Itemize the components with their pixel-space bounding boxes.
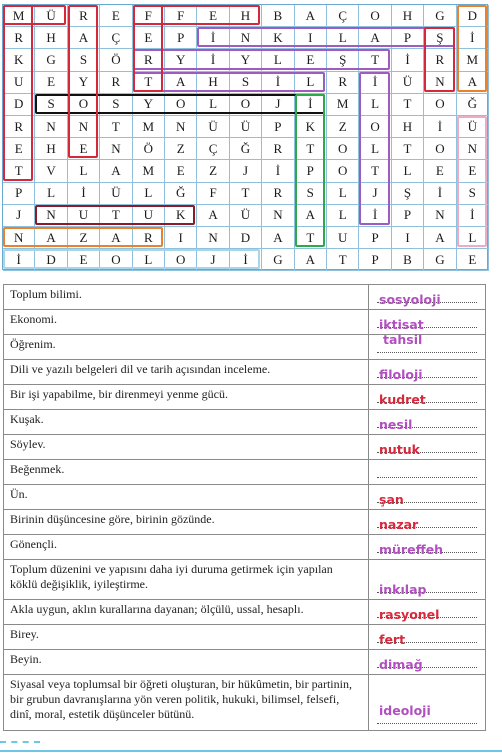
grid-cell: İ: [457, 205, 489, 227]
clue-row: [4, 385, 486, 410]
grid-cell: Y: [230, 49, 262, 71]
answer-cell[interactable]: [369, 485, 486, 510]
grid-cell: A: [457, 72, 489, 94]
clue-row: [4, 360, 486, 385]
grid-cell: R: [133, 227, 165, 249]
grid-cell: A: [165, 72, 197, 94]
clue-row: [4, 650, 486, 675]
grid-cell: N: [35, 205, 67, 227]
clue-text: Ekonomi.: [4, 310, 369, 335]
grid-cell: D: [230, 227, 262, 249]
grid-cell: J: [3, 205, 35, 227]
grid-cell: H: [392, 5, 424, 27]
grid-cell: Z: [165, 138, 197, 160]
grid-cell: Z: [68, 227, 100, 249]
grid-cell: N: [3, 227, 35, 249]
grid-cell: B: [392, 249, 424, 271]
clue-text: Akla uygun, aklın kurallarına dayanan; ölçülü, ussal, hesaplı.: [4, 600, 369, 625]
clue-row: [4, 485, 486, 510]
grid-cell: U: [133, 205, 165, 227]
clue-text: Siyasal veya toplumsal bir öğreti oluşturan, bir hükûmetin, bir partinin, bir grubun davranışlarına yön veren politik, hukuki, bilimsel, felsefi, dinî, moral, estetik düşünceler bütünü.: [4, 675, 369, 731]
grid-cell: L: [457, 227, 489, 249]
grid-cell: Ü: [230, 116, 262, 138]
grid-cell: T: [133, 72, 165, 94]
grid-cell: B: [262, 5, 294, 27]
clue-row: [4, 625, 486, 650]
answer-cell[interactable]: [369, 650, 486, 675]
clue-text: Toplum bilimi.: [4, 285, 369, 310]
grid-cell: L: [392, 160, 424, 182]
grid-cell: A: [262, 227, 294, 249]
grid-cell: İ: [262, 160, 294, 182]
grid-cell: I: [295, 27, 327, 49]
grid-cell: O: [424, 94, 456, 116]
handwritten-answer: tahsil: [383, 332, 423, 347]
handwritten-answer: ideoloji: [379, 703, 431, 718]
grid-cell: L: [68, 160, 100, 182]
handwritten-answer: nazar: [379, 517, 419, 532]
grid-cell: U: [3, 72, 35, 94]
grid-cell: R: [133, 49, 165, 71]
grid-cell: R: [3, 27, 35, 49]
handwritten-answer: rasyonel: [379, 607, 440, 622]
grid-cell: A: [35, 227, 67, 249]
grid-cell: A: [100, 227, 132, 249]
grid-cell: L: [35, 183, 67, 205]
grid-cell: R: [3, 116, 35, 138]
grid-cell: Ğ: [230, 138, 262, 160]
clue-text: Dili ve yazılı belgeleri dil ve tarih açısından inceleme.: [4, 360, 369, 385]
grid-cell: T: [3, 160, 35, 182]
handwritten-answer: müreffeh: [379, 542, 444, 557]
grid-cell: U: [327, 227, 359, 249]
grid-cell: M: [133, 160, 165, 182]
grid-cell: J: [262, 94, 294, 116]
grid-cell: L: [327, 183, 359, 205]
grid-cell: A: [295, 249, 327, 271]
handwritten-answer: nesil: [379, 417, 413, 432]
clue-text: Söylev.: [4, 435, 369, 460]
grid-cell: G: [35, 49, 67, 71]
grid-cell: P: [392, 205, 424, 227]
answer-cell[interactable]: [369, 460, 486, 485]
clue-row: [4, 535, 486, 560]
grid-cell: İ: [424, 116, 456, 138]
grid-cell: N: [457, 138, 489, 160]
clue-row: [4, 435, 486, 460]
grid-cell: O: [424, 138, 456, 160]
grid-cell: K: [262, 27, 294, 49]
grid-cell: E: [165, 160, 197, 182]
grid-cell: L: [133, 249, 165, 271]
clue-text: Birey.: [4, 625, 369, 650]
clue-row: [4, 335, 486, 360]
grid-cell: İ: [197, 49, 229, 71]
grid-cell: T: [392, 94, 424, 116]
grid-cell: İ: [392, 49, 424, 71]
answer-cell[interactable]: [369, 385, 486, 410]
handwritten-answer: iktisat: [379, 317, 424, 332]
grid-cell: E: [197, 5, 229, 27]
grid-cell: O: [327, 160, 359, 182]
grid-cell: N: [424, 205, 456, 227]
grid-cell: Ü: [457, 116, 489, 138]
grid-cell: N: [262, 205, 294, 227]
answer-cell[interactable]: [369, 360, 486, 385]
grid-cell: G: [262, 249, 294, 271]
grid-cell: İ: [295, 94, 327, 116]
grid-cell: İ: [197, 27, 229, 49]
grid-cell: Ğ: [165, 183, 197, 205]
grid-cell: H: [230, 5, 262, 27]
grid-cell: Ü: [35, 5, 67, 27]
grid-cell: N: [100, 138, 132, 160]
clue-text: Beyin.: [4, 650, 369, 675]
grid-cell: O: [68, 94, 100, 116]
answer-cell[interactable]: [369, 335, 486, 360]
grid-cell: L: [359, 94, 391, 116]
clue-row: [4, 285, 486, 310]
grid-cell: M: [133, 116, 165, 138]
answer-dotted-line: [377, 723, 477, 724]
grid-cell: E: [457, 160, 489, 182]
grid-cell: T: [359, 49, 391, 71]
grid-cell: O: [230, 94, 262, 116]
grid-cell: H: [35, 138, 67, 160]
grid-cell: İ: [230, 249, 262, 271]
grid-cell: V: [35, 160, 67, 182]
grid-cell: E: [133, 27, 165, 49]
grid-cell: S: [457, 183, 489, 205]
answer-dotted-line: [377, 477, 477, 478]
grid-cell: P: [392, 27, 424, 49]
grid-cell: T: [295, 138, 327, 160]
grid-cell: P: [359, 227, 391, 249]
grid-cell: F: [133, 5, 165, 27]
grid-cell: D: [3, 94, 35, 116]
handwritten-answer: şan: [379, 492, 404, 507]
grid-cell: J: [230, 160, 262, 182]
clue-text: Öğrenim.: [4, 335, 369, 360]
grid-cell: N: [197, 227, 229, 249]
answer-cell[interactable]: [369, 435, 486, 460]
grid-cell: E: [295, 49, 327, 71]
grid-cell: İ: [3, 249, 35, 271]
grid-cell: D: [35, 249, 67, 271]
grid-cell: A: [68, 27, 100, 49]
grid-cell: R: [68, 5, 100, 27]
answer-cell[interactable]: [369, 510, 486, 535]
grid-cell: E: [100, 5, 132, 27]
clue-text: Bir işi yapabilme, bir direnmeyi yenme gücü.: [4, 385, 369, 410]
answer-cell[interactable]: [369, 410, 486, 435]
answer-cell[interactable]: [369, 600, 486, 625]
grid-cell: Z: [327, 116, 359, 138]
grid-cell: Ç: [100, 27, 132, 49]
answer-cell[interactable]: [369, 625, 486, 650]
clue-text: Ün.: [4, 485, 369, 510]
grid-cell: F: [197, 183, 229, 205]
grid-cell: K: [295, 116, 327, 138]
grid-cell: İ: [68, 183, 100, 205]
handwritten-answer: sosyoloji: [379, 292, 441, 307]
grid-cell: R: [424, 49, 456, 71]
grid-cell: E: [457, 249, 489, 271]
grid-cell: P: [262, 116, 294, 138]
clue-text: Toplum düzenini ve yapısını daha iyi duruma getirmek için yapılan köklü değişiklik, iyileştirme.: [4, 560, 369, 600]
answer-cell[interactable]: [369, 285, 486, 310]
grid-cell: J: [197, 249, 229, 271]
grid-cell: K: [165, 205, 197, 227]
clue-row: [4, 310, 486, 335]
bottom-border-decoration: [0, 747, 502, 752]
grid-cell: Ç: [197, 138, 229, 160]
grid-cell: E: [3, 138, 35, 160]
grid-cell: T: [327, 249, 359, 271]
grid-cell: R: [262, 138, 294, 160]
grid-cell: E: [68, 249, 100, 271]
grid-cell: Ş: [327, 49, 359, 71]
grid-cell: T: [100, 205, 132, 227]
clue-text: Gönençli.: [4, 535, 369, 560]
grid-cell: P: [3, 183, 35, 205]
grid-cell: Ş: [424, 27, 456, 49]
grid-cell: Z: [197, 160, 229, 182]
grid-cell: Ş: [392, 183, 424, 205]
grid-cell: L: [133, 183, 165, 205]
grid-cell: Ö: [133, 138, 165, 160]
clue-row: [4, 675, 486, 731]
grid-cell: M: [327, 94, 359, 116]
grid-cell: A: [295, 5, 327, 27]
grid-cell: D: [457, 5, 489, 27]
grid-cell: E: [35, 72, 67, 94]
grid-cell: İ: [359, 205, 391, 227]
answer-cell[interactable]: [369, 310, 486, 347]
handwritten-answer: dimağ: [379, 657, 423, 672]
grid-cell: O: [327, 138, 359, 160]
grid-cell: A: [424, 227, 456, 249]
grid-cell: O: [359, 5, 391, 27]
grid-cell: L: [262, 49, 294, 71]
grid-cell: U: [68, 205, 100, 227]
grid-cell: O: [165, 249, 197, 271]
grid-cell: Ü: [230, 205, 262, 227]
grid-cell: A: [100, 160, 132, 182]
clue-row: [4, 410, 486, 435]
grid-cell: İ: [424, 183, 456, 205]
grid-cell: L: [359, 138, 391, 160]
handwritten-answer: kudret: [379, 392, 426, 407]
grid-cell: S: [100, 94, 132, 116]
clue-row: [4, 560, 486, 600]
clue-text: Beğenmek.: [4, 460, 369, 485]
grid-cell: I: [165, 227, 197, 249]
grid-cell: A: [295, 205, 327, 227]
handwritten-answer: nutuk: [379, 442, 420, 457]
grid-cell: R: [100, 72, 132, 94]
grid-cell: T: [295, 227, 327, 249]
word-search-puzzle: [2, 4, 488, 270]
grid-cell: L: [295, 72, 327, 94]
grid-cell: Ğ: [457, 94, 489, 116]
grid-cell: Ü: [392, 72, 424, 94]
grid-cell: S: [230, 72, 262, 94]
grid-cell: S: [295, 183, 327, 205]
grid-cell: Ö: [100, 49, 132, 71]
grid-cell: F: [165, 5, 197, 27]
grid-cell: N: [230, 27, 262, 49]
grid-cell: S: [35, 94, 67, 116]
grid-cell: Ü: [197, 116, 229, 138]
grid-cell: O: [359, 116, 391, 138]
clue-row: [4, 600, 486, 625]
grid-cell: T: [100, 116, 132, 138]
letter-grid: [2, 4, 488, 270]
grid-cell: Y: [68, 72, 100, 94]
grid-cell: H: [197, 72, 229, 94]
grid-cell: L: [327, 27, 359, 49]
handwritten-answer: fert: [379, 632, 406, 647]
grid-cell: L: [197, 94, 229, 116]
grid-cell: T: [230, 183, 262, 205]
grid-cell: Ü: [100, 183, 132, 205]
grid-cell: E: [424, 160, 456, 182]
handwritten-answer: filoloji: [379, 367, 423, 382]
grid-cell: M: [3, 5, 35, 27]
answer-cell[interactable]: [369, 535, 486, 560]
clue-row: [4, 460, 486, 485]
answer-dotted-line: [377, 352, 477, 353]
grid-cell: İ: [262, 72, 294, 94]
bottom-dash-decoration: [0, 741, 40, 743]
grid-cell: A: [197, 205, 229, 227]
grid-cell: M: [457, 49, 489, 71]
grid-cell: Y: [133, 94, 165, 116]
grid-cell: J: [359, 183, 391, 205]
grid-cell: H: [392, 116, 424, 138]
grid-cell: İ: [457, 27, 489, 49]
grid-cell: P: [165, 27, 197, 49]
grid-cell: T: [359, 160, 391, 182]
grid-cell: Ç: [327, 5, 359, 27]
grid-cell: R: [262, 183, 294, 205]
grid-cell: P: [359, 249, 391, 271]
clue-table: [3, 284, 486, 731]
grid-cell: P: [295, 160, 327, 182]
grid-cell: H: [35, 27, 67, 49]
grid-cell: E: [68, 138, 100, 160]
grid-cell: T: [392, 138, 424, 160]
answer-cell[interactable]: [369, 675, 486, 731]
grid-cell: N: [424, 72, 456, 94]
grid-cell: A: [359, 27, 391, 49]
clue-text: Birinin düşüncesine göre, birinin gözünde.: [4, 510, 369, 535]
grid-cell: R: [327, 72, 359, 94]
grid-cell: L: [327, 205, 359, 227]
grid-cell: I: [392, 227, 424, 249]
clue-text: Kuşak.: [4, 410, 369, 435]
grid-cell: O: [100, 249, 132, 271]
grid-cell: N: [68, 116, 100, 138]
grid-cell: N: [165, 116, 197, 138]
grid-cell: N: [35, 116, 67, 138]
handwritten-answer: inkılap: [379, 582, 427, 597]
grid-cell: G: [424, 249, 456, 271]
answer-cell[interactable]: [369, 560, 486, 600]
grid-cell: G: [424, 5, 456, 27]
grid-cell: S: [68, 49, 100, 71]
grid-cell: Y: [165, 49, 197, 71]
grid-cell: İ: [359, 72, 391, 94]
grid-cell: O: [165, 94, 197, 116]
grid-cell: K: [3, 49, 35, 71]
clue-row: [4, 510, 486, 535]
